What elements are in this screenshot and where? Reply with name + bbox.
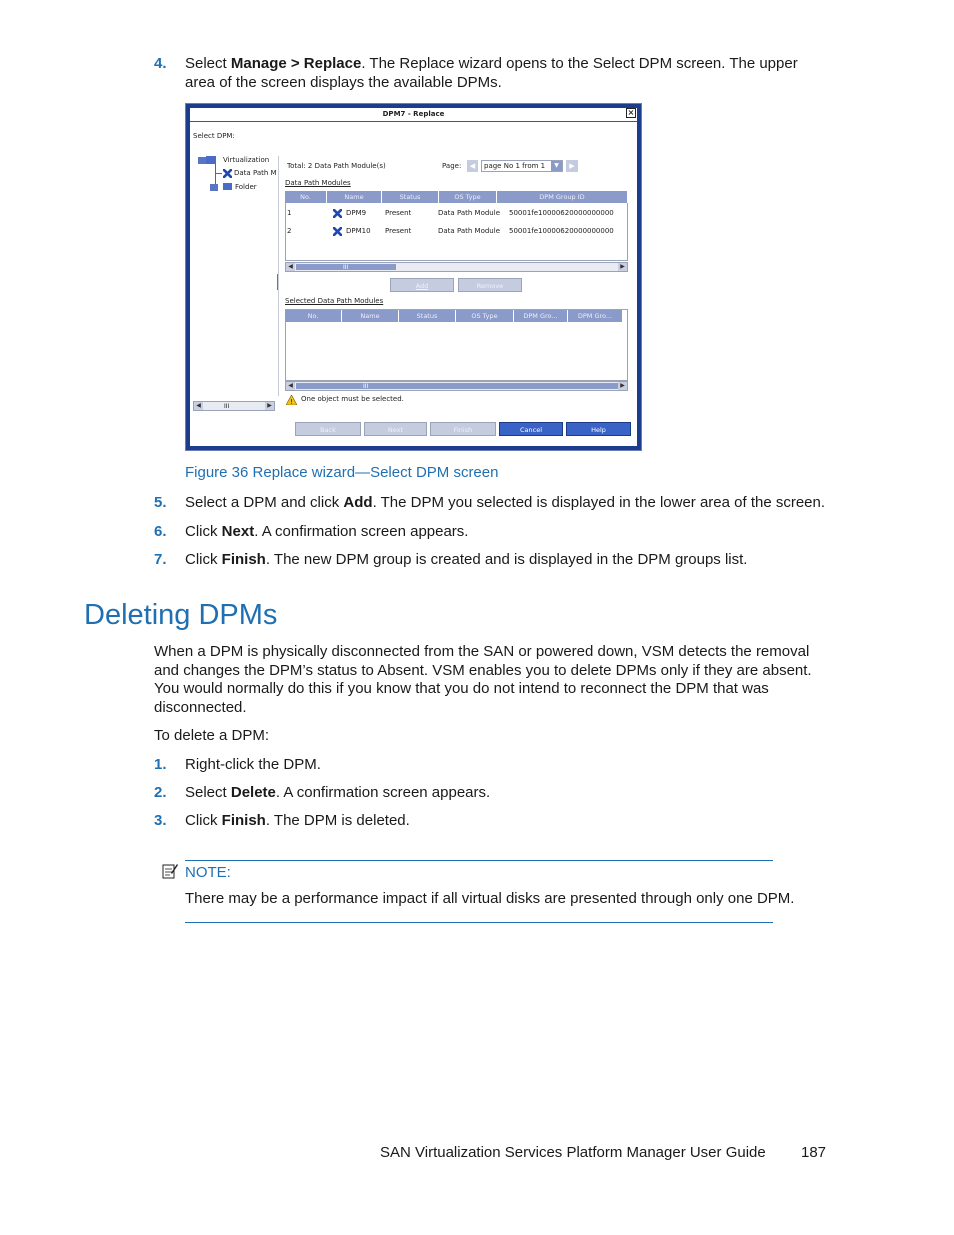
cancel-button[interactable]: Cancel <box>499 422 563 436</box>
column-header[interactable]: OS Type <box>456 310 514 322</box>
close-icon[interactable]: × <box>627 108 635 117</box>
note-bottom-rule <box>185 922 773 923</box>
dialog-title: DPM7 - Replace <box>382 110 445 118</box>
step-text: Click Next. A confirmation screen appears. <box>185 523 469 540</box>
select-dpm-label: Select DPM: <box>193 132 235 140</box>
note-top-rule <box>185 860 773 861</box>
warning-icon <box>286 395 297 405</box>
total-label: Total: 2 Data Path Module(s) <box>287 162 386 170</box>
dpm-table-scrollbar[interactable]: ◀ III ▶ <box>285 262 628 272</box>
tree-item-folder[interactable]: Folder <box>235 183 257 191</box>
remove-button[interactable]: Remove <box>458 278 522 292</box>
page-number: 187 <box>801 1144 827 1161</box>
column-header[interactable]: DPM Group ID <box>497 191 628 203</box>
step-number: 7. <box>154 551 167 568</box>
column-header[interactable]: Status <box>399 310 456 322</box>
step-number: 2. <box>154 784 167 801</box>
column-header[interactable]: DPM Gro... <box>514 310 568 322</box>
svg-text:!: ! <box>290 398 293 405</box>
step-text: Click Finish. The DPM is deleted. <box>185 812 410 829</box>
section-heading: Deleting DPMs <box>84 599 278 631</box>
dpm-icon <box>333 209 342 218</box>
next-button[interactable]: Next <box>364 422 427 436</box>
page-prev-button[interactable]: ◀ <box>467 160 478 172</box>
note-text: There may be a performance impact if all virtual disks are presented through only one DPM. <box>185 890 795 907</box>
page-select[interactable]: page No 1 from 1 ▼ <box>481 160 563 172</box>
replace-wizard-screenshot: DPM7 - Replace × Select DPM: Virtualization Data Path M Folder ◀ III ▶ Total: 2 Data Path Module(s) Page: ◀ page No 1 from 1 ▼ ▶ Data Path Modules No. Name Status OS Type DPM Group ID 1 DPM9 Present Data Path Module 50001fe10000620000000000 2 DPM10 Present Data Path Module 50001fe10000620000000000 ◀ III ▶ Add Remove Selected Data Path Modules No. Name Status OS Type DPM Gro... DPM Gro... ◀ III ▶ ! One object must be selected. Back Next Finish Cancel Help <box>185 103 642 451</box>
column-header[interactable]: OS Type <box>439 191 497 203</box>
folder-icon <box>223 183 232 190</box>
step-number: 6. <box>154 523 167 540</box>
warning-text: One object must be selected. <box>301 395 404 403</box>
back-button[interactable]: Back <box>295 422 361 436</box>
step-text: Select Delete. A confirmation screen appears. <box>185 784 491 801</box>
selected-table-header <box>285 310 623 322</box>
step-text: Select Manage > Replace. The Replace wizard opens to the Select DPM screen. The upper area of the screen displays the available DPMs. <box>185 55 798 91</box>
step-text: Click Finish. The new DPM group is created and is displayed in the DPM groups list. <box>185 551 748 568</box>
page-label: Page: <box>442 162 462 170</box>
dpm-section-label: Data Path Modules <box>285 179 351 187</box>
dpm-icon <box>223 169 232 178</box>
column-header[interactable]: No. <box>285 191 327 203</box>
column-header[interactable]: Name <box>342 310 399 322</box>
step-text: Right-click the DPM. <box>185 756 321 773</box>
help-button[interactable]: Help <box>566 422 631 436</box>
add-button[interactable]: Add <box>390 278 454 292</box>
step-number: 1. <box>154 756 167 773</box>
column-header[interactable]: No. <box>285 310 342 322</box>
page-next-button[interactable]: ▶ <box>566 160 578 172</box>
step-number: 4. <box>154 55 167 72</box>
to-delete-label: To delete a DPM: <box>154 727 270 744</box>
figure-caption: Figure 36 Replace wizard—Select DPM screen <box>185 464 499 481</box>
column-header[interactable]: Status <box>382 191 439 203</box>
step-text: Select a DPM and click Add. The DPM you selected is displayed in the lower area of the screen. <box>185 494 826 511</box>
footer-title: SAN Virtualization Services Platform Manager User Guide <box>380 1144 766 1161</box>
step-number: 5. <box>154 494 167 511</box>
expand-icon[interactable] <box>210 184 218 191</box>
tree-scrollbar[interactable]: ◀ III ▶ <box>193 401 275 411</box>
finish-button[interactable]: Finish <box>430 422 496 436</box>
selected-section-label: Selected Data Path Modules <box>285 297 384 305</box>
collapse-icon[interactable] <box>198 157 206 164</box>
selected-table-scrollbar[interactable]: ◀ III ▶ <box>285 381 628 391</box>
dpm-icon <box>333 227 342 236</box>
tree-item-data-path[interactable]: Data Path M <box>234 169 277 177</box>
note-icon <box>162 863 178 879</box>
column-header[interactable]: Name <box>327 191 382 203</box>
tree-item-virtualization[interactable]: Virtualization <box>223 156 270 164</box>
dpm-table-header <box>285 191 628 203</box>
column-header[interactable]: DPM Gro... <box>568 310 623 322</box>
intro-paragraph: When a DPM is physically disconnected from the SAN or powered down, VSM detects the removal and changes the DPM’s status to Absent. VSM enables you to delete DPMs only if they are absent. You would normally do this if you know that you do not intend to reconnect the DPM that was disconnected. <box>154 643 812 716</box>
chevron-down-icon: ▼ <box>551 161 562 171</box>
server-icon <box>206 156 216 164</box>
step-number: 3. <box>154 812 167 829</box>
note-label: NOTE: <box>185 864 231 881</box>
